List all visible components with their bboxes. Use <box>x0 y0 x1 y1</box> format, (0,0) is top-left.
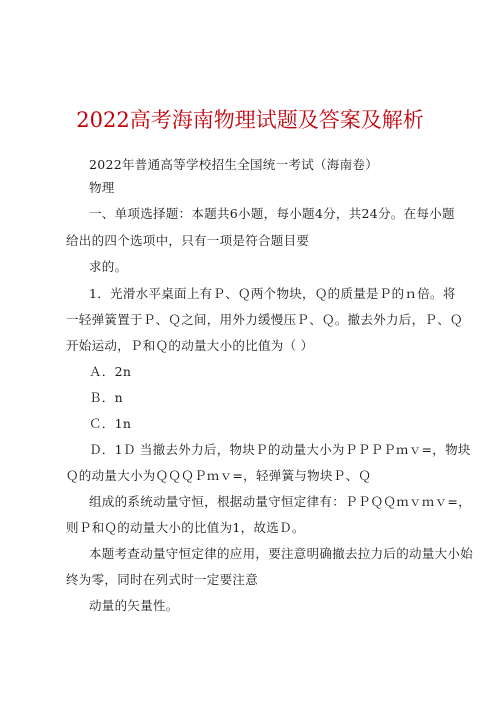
question-1-line-2: 一轻弹簧置于Ｐ、Ｑ之间，用外力缓慢压Ｐ、Ｑ。撤去外力后，Ｐ、Ｑ <box>66 312 463 327</box>
answer-line-4: 则Ｐ和Ｑ的动量大小的比值为1，故选Ｄ。 <box>66 520 305 535</box>
option-a: Ａ．2n <box>89 364 132 379</box>
question-1-line-1: 1．光滑水平桌面上有Ｐ、Ｑ两个物块，Ｑ的质量是Ｐ的ｎ倍。将 <box>89 286 456 301</box>
answer-line-1: Ｄ．1Ｄ 当撤去外力后，物块Ｐ的动量大小为ＰＰＰＰｍｖ=，物块 <box>89 442 471 457</box>
answer-line-3: 组成的系统动量守恒，根据动量守恒定律有：ＰＰＱＱｍｖｍｖ=， <box>89 494 471 509</box>
document-title: 2022高考海南物理试题及答案及解析 <box>76 108 424 132</box>
analysis-line-2: 终为零，同时在列式时一定要注意 <box>66 572 259 587</box>
analysis-line-1: 本题考查动量守恒定律的应用，要注意明确撤去拉力后的动量大小始 <box>89 546 474 561</box>
subject-label: 物理 <box>89 180 115 195</box>
analysis-line-3: 动量的矢量性。 <box>89 598 179 613</box>
section-instructions-line-1: 一、单项选择题：本题共6小题，每小题4分，共24分。在每小题 <box>89 206 455 221</box>
section-instructions-line-3: 求的。 <box>89 259 128 274</box>
answer-line-2: Ｑ的动量大小为ＱＱＱＰｍｖ=，轻弹簧与物块Ｐ、Ｑ <box>66 468 372 483</box>
section-instructions-line-2: 给出的四个选项中，只有一项是符合题目要 <box>66 233 310 248</box>
option-c: Ｃ．1n <box>89 416 132 431</box>
question-1-line-3: 开始运动，Ｐ和Ｑ的动量大小的比值为（ ） <box>66 338 314 353</box>
exam-heading: 2022年普通高等学校招生全国统一考试（海南卷） <box>89 157 379 172</box>
option-b: Ｂ．n <box>89 390 123 405</box>
